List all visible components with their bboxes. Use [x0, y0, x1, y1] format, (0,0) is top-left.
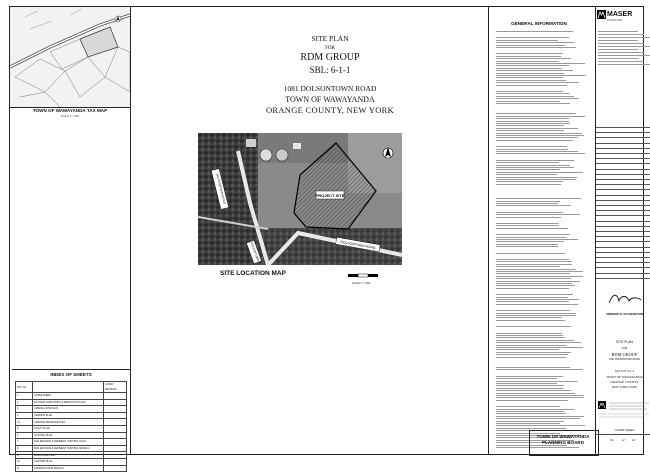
- note-text-line: [496, 400, 568, 401]
- index-row: [16, 432, 127, 439]
- index-sheet-title: LANDSCAPE PLAN: [33, 452, 104, 459]
- note-text-line: [496, 390, 571, 391]
- firm-logo-icon: [597, 399, 650, 423]
- index-sheet-no: 8: [16, 445, 33, 452]
- note-text-line: [496, 234, 570, 235]
- title-block-logo: MASER: [607, 11, 633, 18]
- site-plan-address: 1081 DOLSONTOWN ROAD: [283, 84, 377, 93]
- note-text-line: [496, 246, 558, 247]
- index-sheet-title: COVER SHEET: [33, 393, 104, 400]
- note-text-line: [496, 428, 566, 429]
- note-text-line: [496, 140, 573, 141]
- title-block-text-line: [598, 64, 650, 65]
- note-text-line: [496, 179, 576, 180]
- index-sheet-title: GRADING DRAINAGE PLAN: [33, 419, 104, 426]
- note-text-line: [496, 184, 561, 185]
- note-text-line: [496, 113, 576, 114]
- map-scale-bar: [348, 272, 388, 280]
- index-row: [16, 452, 127, 459]
- note-text-line: [496, 388, 563, 389]
- note-text-line: [496, 37, 569, 38]
- note-text-line: [496, 313, 576, 314]
- note-text-line: [496, 128, 578, 129]
- note-text-line: [496, 423, 560, 424]
- index-sheet-revision: [104, 425, 127, 432]
- note-text-line: [496, 63, 585, 64]
- note-text-line: [496, 217, 561, 218]
- left-column-divider: [130, 7, 131, 454]
- note-text-line: [496, 123, 570, 124]
- note-text-line: [496, 42, 574, 43]
- note-text-line: [496, 118, 569, 119]
- note-text-line: [496, 395, 584, 396]
- index-row: [16, 412, 127, 419]
- note-text-line: [496, 340, 574, 341]
- note-text-line: [496, 345, 566, 346]
- tb-total-sheets: 12: [632, 438, 636, 442]
- index-header-revision: LATEST REVISION: [104, 382, 127, 393]
- note-text-line: [496, 165, 570, 166]
- index-sheet-revision: [104, 412, 127, 419]
- note-text-line: [496, 58, 571, 59]
- note-text-line: [496, 91, 563, 92]
- note-text-line: [496, 278, 571, 279]
- note-text-line: [496, 310, 570, 311]
- index-sheet-title: GRADING PLAN: [33, 412, 104, 419]
- dolsontown-road-label: DOLSONTOWN ROAD: [340, 239, 376, 251]
- planning-board-text: [529, 434, 597, 446]
- note-text-line: [496, 82, 579, 83]
- note-text-line: [496, 167, 574, 168]
- tax-map-drawing: [10, 7, 130, 107]
- index-sheet-title: LIGHTING PLAN: [33, 432, 104, 439]
- note-text-line: [496, 53, 563, 54]
- note-text-line: [496, 201, 560, 202]
- note-text-line: [496, 80, 566, 81]
- title-block-text-line: [598, 49, 638, 50]
- south-road-label: DOLSONTOWN: [249, 241, 261, 262]
- note-text-line: [496, 367, 570, 368]
- note-text-line: [496, 125, 564, 126]
- note-text-line: [496, 352, 571, 353]
- note-text-line: [496, 130, 564, 131]
- note-text-line: [496, 101, 560, 102]
- note-text-line: [496, 160, 574, 161]
- note-text-line: [496, 162, 559, 163]
- note-text-line: [496, 77, 563, 78]
- index-row: [16, 406, 127, 413]
- index-title: INDEX OF SHEETS: [50, 372, 92, 377]
- note-text-line: [496, 239, 578, 240]
- maser-logo-icon: [597, 10, 606, 19]
- engineer-signature: [596, 291, 650, 309]
- title-block-text-line: [598, 52, 644, 53]
- site-plan-sbl: SBL: 6-1-1: [309, 65, 351, 75]
- note-text-line: [496, 281, 580, 282]
- site-plan-heading: SITE PLAN: [311, 34, 349, 43]
- note-text-line: [496, 223, 559, 224]
- index-header-title: [33, 382, 104, 393]
- note-text-line: [496, 385, 564, 386]
- index-row: [16, 419, 127, 426]
- note-text-line: [496, 409, 574, 410]
- index-header-sheet-no: SHT. No.: [16, 382, 33, 393]
- index-sheet-no: 7: [16, 439, 33, 446]
- index-row: [16, 425, 127, 432]
- note-text-line: [496, 98, 579, 99]
- site-plan-for: FOR: [325, 46, 335, 51]
- title-block-text-line: [598, 55, 650, 56]
- index-row: [16, 458, 127, 465]
- note-text-line: [496, 225, 559, 226]
- note-text-line: [496, 237, 566, 238]
- index-sheet-no: 5: [16, 425, 33, 432]
- note-text-line: [496, 121, 569, 122]
- note-text-line: [496, 418, 580, 419]
- note-text-line: [496, 378, 557, 379]
- note-text-line: [496, 212, 563, 213]
- index-sheet-no: 4: [16, 412, 33, 419]
- site-plan-county: ORANGE COUNTY, NEW YORK: [265, 105, 395, 115]
- note-text-line: [496, 214, 580, 215]
- note-text-line: [496, 383, 557, 384]
- note-text-line: [496, 75, 586, 76]
- site-plan-owner: RDM GROUP: [300, 52, 360, 63]
- note-text-line: [496, 269, 576, 270]
- index-row: [16, 465, 127, 472]
- note-text-line: [496, 285, 575, 286]
- index-sheet-title: CONSTRUCTION DETAILS: [33, 465, 104, 472]
- title-block-text-line: [598, 31, 638, 32]
- note-text-line: [496, 294, 573, 295]
- note-text-line: [496, 264, 572, 265]
- note-text-line: [496, 261, 572, 262]
- note-text-line: [496, 397, 584, 398]
- index-sheet-revision: [104, 445, 127, 452]
- site-location-map-title: SITE LOCATION MAP: [220, 270, 286, 277]
- note-text-line: [496, 228, 568, 229]
- note-text-line: [496, 283, 572, 284]
- note-text-line: [496, 288, 569, 289]
- note-text-line: [496, 259, 569, 260]
- note-text-line: [496, 349, 559, 350]
- note-text-line: [496, 174, 557, 175]
- note-text-line: [496, 376, 563, 377]
- title-block-text-line: [598, 46, 650, 47]
- note-text-line: [496, 203, 558, 204]
- note-text-line: [496, 172, 583, 173]
- note-text-line: [496, 96, 574, 97]
- tb-county: ORANGE COUNTY: [610, 380, 639, 384]
- note-text-line: [496, 304, 578, 305]
- index-sheet-no: 1: [16, 393, 33, 400]
- tb-sheet-number-box: [596, 434, 650, 447]
- note-text-line: [496, 133, 582, 134]
- note-text-line: [496, 317, 562, 318]
- tb-tax-lot: TAX LOT: 6-1-1: [614, 369, 635, 373]
- note-text-line: [496, 40, 558, 41]
- signature-icon: [605, 291, 645, 307]
- note-text-line: [496, 416, 584, 417]
- index-sheet-title: OVERALL SITE PLAN: [33, 406, 104, 413]
- note-text-line: [496, 103, 570, 104]
- note-text-line: [496, 315, 576, 316]
- note-text-line: [496, 413, 566, 414]
- index-sheet-no: 9: [16, 452, 33, 459]
- note-text-line: [496, 301, 569, 302]
- note-text-line: [496, 335, 563, 336]
- note-text-line: [496, 31, 573, 32]
- index-sheet-revision: [104, 452, 127, 459]
- index-of-sheets: [12, 369, 130, 470]
- index-row: [16, 399, 127, 406]
- note-text-line: [496, 45, 565, 46]
- note-text-line: [496, 297, 568, 298]
- tb-owner: RDM GROUP: [611, 352, 638, 357]
- index-sheet-title: SOIL EROSION & SEDIMENT CONTROL PLAN: [33, 439, 104, 446]
- tb-for: FOR: [621, 347, 628, 350]
- note-text-line: [496, 205, 571, 206]
- note-text-line: [496, 393, 575, 394]
- index-sheet-revision: [104, 406, 127, 413]
- tb-town: TOWN OF WAWAYANDA: [606, 375, 643, 379]
- tb-sheet-title: SITE PLAN: [616, 340, 633, 344]
- note-text-line: [496, 146, 567, 147]
- aerial-photo: [198, 133, 402, 265]
- planning-board-line1: TOWN OF WAWAYANDA: [536, 434, 590, 439]
- map-scale-text: SCALE: 1" = 600': [352, 282, 371, 285]
- left-road-label: DOLSONTOWN ROAD: [215, 173, 227, 205]
- note-text-line: [496, 169, 560, 170]
- index-sheet-no: 11: [16, 465, 33, 472]
- engineer-name: ANDREW B. FETHERSTON: [605, 312, 644, 316]
- note-text-line: [496, 271, 583, 272]
- note-text-line: [496, 116, 585, 117]
- note-text-line: [496, 153, 585, 154]
- note-text-line: [496, 337, 565, 338]
- index-sheet-title: UTILITY PLAN: [33, 425, 104, 432]
- index-sheet-revision: [104, 465, 127, 472]
- project-site-label: PROJECT SITE: [315, 193, 345, 198]
- note-text-line: [496, 73, 564, 74]
- index-sheet-revision: [104, 419, 127, 426]
- note-text-line: [496, 85, 567, 86]
- note-text-line: [496, 241, 564, 242]
- index-row: [16, 393, 127, 400]
- tax-map: [10, 7, 130, 108]
- note-text-line: [496, 381, 578, 382]
- note-text-line: [496, 198, 581, 199]
- title-block-text-line: [598, 34, 644, 35]
- note-text-line: [496, 61, 558, 62]
- note-text-line: [496, 406, 560, 407]
- note-text-line: [496, 47, 576, 48]
- note-text-line: [496, 411, 564, 412]
- index-sheet-title: LIGHTING PLAN: [33, 458, 104, 465]
- index-sheet-no: 6: [16, 432, 33, 439]
- note-text-line: [496, 56, 561, 57]
- note-text-line: [496, 421, 564, 422]
- note-text-line: [496, 137, 578, 138]
- note-text-line: [496, 347, 583, 348]
- tax-map-scale: SCALE: 1" = 600': [60, 115, 80, 118]
- index-sheet-title: SOIL EROSION & SEDIMENT CONTROL DETAILS: [33, 445, 104, 452]
- index-sheet-revision: [104, 439, 127, 446]
- title-block-text-line: [598, 61, 644, 62]
- notes-column-divider: [488, 7, 489, 454]
- tb-sheet-name: COVER SHEET: [614, 428, 635, 432]
- site-plan-town: TOWN OF WAWAYANDA: [285, 95, 375, 104]
- index-sheet-revision: [104, 458, 127, 465]
- note-text-line: [496, 425, 585, 426]
- note-text-line: [496, 244, 558, 245]
- note-text-line: [496, 357, 566, 358]
- tax-map-title: TOWN OF WAWAYANDA TAX MAP: [32, 108, 108, 113]
- note-text-line: [496, 135, 584, 136]
- index-sheet-no: 10: [16, 458, 33, 465]
- tb-sheet-number: 01: [610, 438, 614, 442]
- index-sheet-no: 4.1: [16, 419, 33, 426]
- note-text-line: [496, 253, 565, 254]
- planning-board-line2: PLANNING BOARD: [541, 440, 585, 445]
- title-block-text-line: [598, 37, 650, 38]
- index-sheet-revision: [104, 393, 127, 400]
- note-text-line: [496, 299, 579, 300]
- note-text-line: [496, 149, 568, 150]
- note-text-line: [496, 151, 578, 152]
- note-text-line: [496, 276, 583, 277]
- note-text-line: [496, 369, 583, 370]
- note-text-line: [496, 326, 571, 327]
- index-sheet-no: 2: [16, 399, 33, 406]
- note-text-line: [496, 273, 570, 274]
- index-row: [16, 445, 127, 452]
- title-block-logo-sub: CONSULTING: [607, 19, 623, 22]
- tb-stamp-area: [597, 399, 650, 423]
- drawing-sheet: [9, 6, 644, 470]
- note-text-line: [496, 177, 577, 178]
- note-text-line: [496, 354, 568, 355]
- note-text-line: [496, 333, 562, 334]
- note-text-line: [496, 65, 569, 66]
- general-information-title: GENERAL INFORMATION: [511, 21, 567, 26]
- site-location-map: [198, 133, 402, 265]
- tb-state: NEW YORK STATE: [611, 385, 638, 389]
- tb-sheet-of: of: [622, 438, 625, 442]
- index-sheet-title: EXISTING CONDITIONS & DEMOLITION PLAN: [33, 399, 104, 406]
- note-text-line: [496, 320, 565, 321]
- title-block-text-line: [598, 40, 638, 41]
- note-text-line: [496, 342, 581, 343]
- index-table: [15, 381, 127, 472]
- revision-row: [596, 278, 650, 284]
- title-block-text-line: [598, 43, 644, 44]
- note-text-line: [496, 68, 562, 69]
- note-text-line: [496, 93, 570, 94]
- index-row: [16, 439, 127, 446]
- note-text-line: [496, 181, 563, 182]
- index-sheet-revision: [104, 432, 127, 439]
- title-block-text-line: [598, 58, 638, 59]
- index-sheet-revision: [104, 399, 127, 406]
- tb-address: 1081 DOLSONTOWN ROAD: [609, 358, 640, 361]
- note-text-line: [496, 70, 573, 71]
- note-text-line: [496, 266, 560, 267]
- index-sheet-no: 3: [16, 406, 33, 413]
